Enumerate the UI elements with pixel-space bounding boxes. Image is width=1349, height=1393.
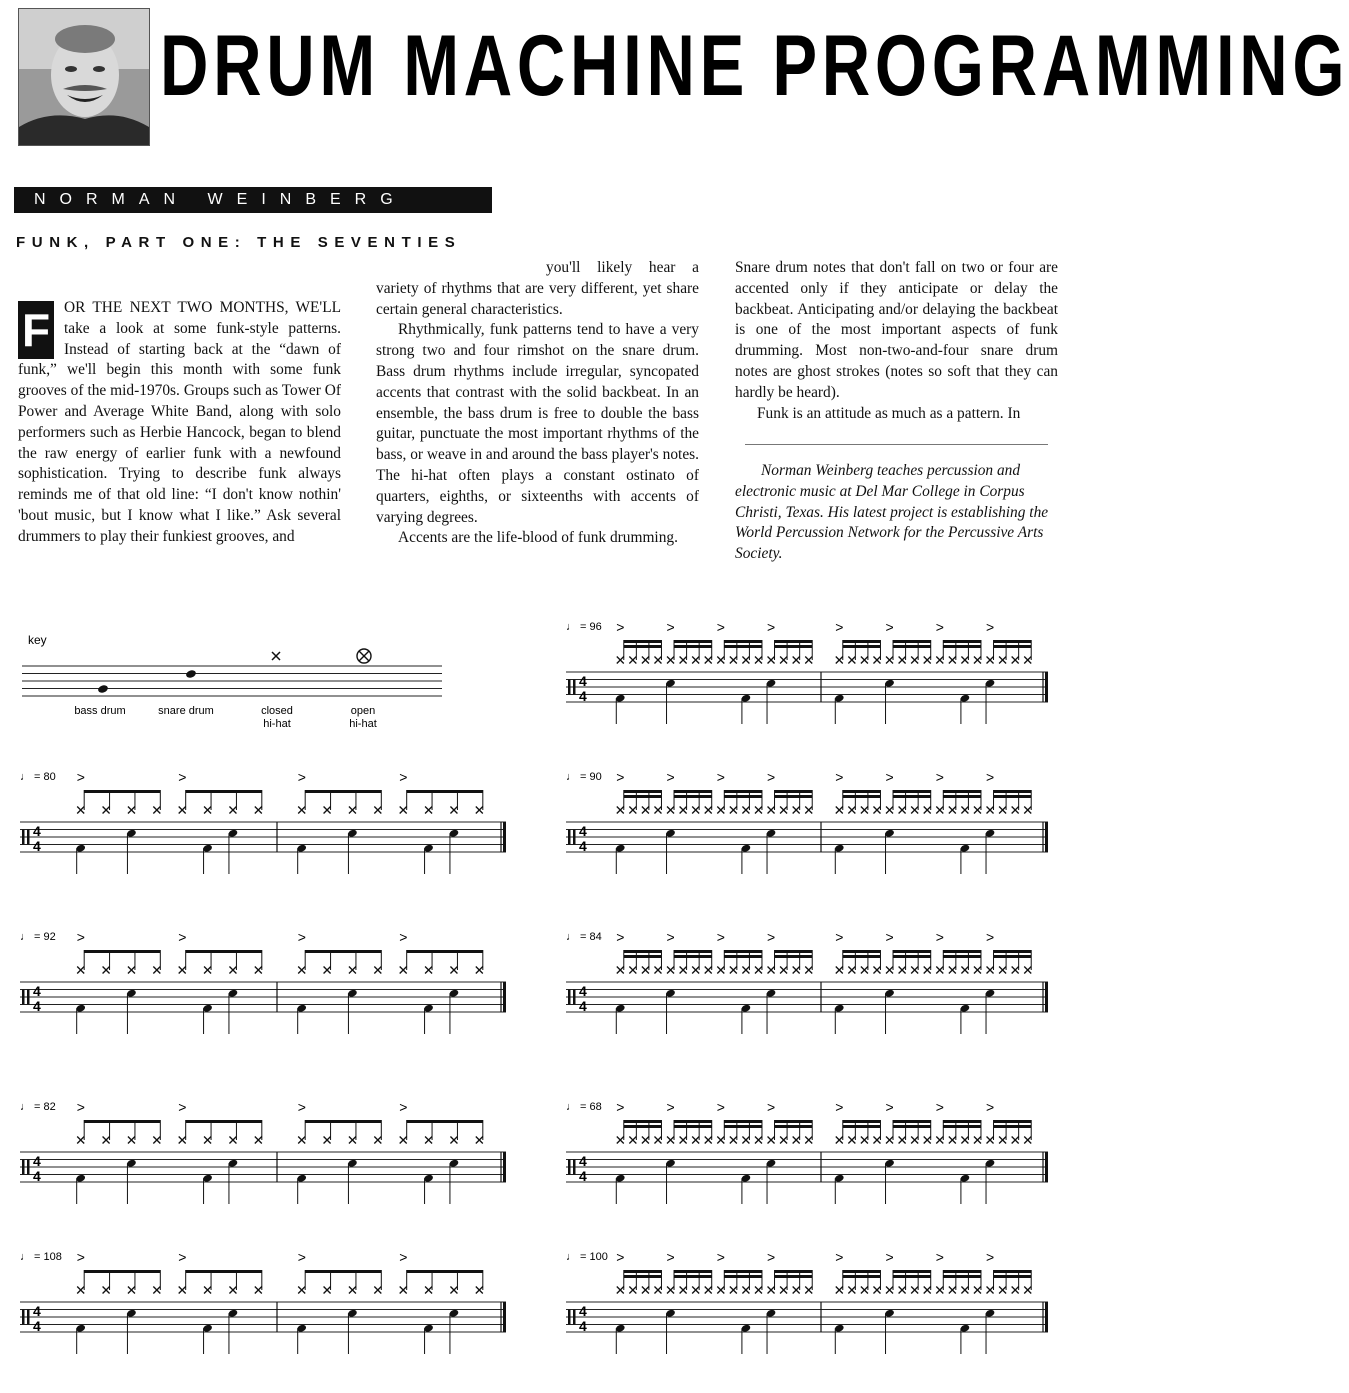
time-signature-bottom: 4 (33, 998, 41, 1014)
svg-text:>: > (885, 1249, 894, 1265)
svg-text:>: > (297, 769, 306, 785)
svg-text:>: > (297, 1249, 306, 1265)
svg-text:>: > (666, 929, 675, 945)
svg-text:>: > (885, 1099, 894, 1115)
time-signature-top: 4 (33, 983, 41, 999)
rhythm-example-4 (20, 929, 506, 1034)
column-2 (376, 258, 699, 549)
svg-text:>: > (835, 619, 844, 635)
article-subtitle: FUNK, PART ONE: THE SEVENTIES (16, 234, 462, 251)
svg-text:>: > (986, 1099, 995, 1115)
paragraph-rhythmically: Rhythmically, funk patterns tend to have a very strong two and four rimshot on the snare drum. Bass drum rhythms include irregular, syncopated accents that contrast with the solid backbeat. In an ensemble, the bass drum is free to double the bass guitar, punctuate the most important rhythms of the bass, or weave in and around the bass player's notes. The hi-hat often plays a constant ostinato of quarters, eighths, or sixteenths with accents of varying degrees. (376, 321, 699, 526)
time-signature-top: 4 (579, 1303, 587, 1319)
svg-text:>: > (76, 929, 85, 945)
key-snare-drum: snare drum (158, 705, 214, 717)
key-bass-drum: bass drum (74, 705, 126, 717)
paragraph-snare: Snare drum notes that don't fall on two or four are accented only if they anticipate or delay the backbeat. Anticipating and/or delaying the backbeat is one of the most important aspects of funk drumming. Most non-two-and-four snare drum notes are ghost strokes (notes so soft that they can hardly be heard). (735, 259, 1058, 401)
svg-text:>: > (616, 769, 625, 785)
tempo-marking: ♩ = 100 (566, 1251, 608, 1263)
svg-text:>: > (716, 619, 725, 635)
time-signature-top: 4 (579, 823, 587, 839)
key-closed-hihat-note (272, 652, 280, 660)
bio-divider (745, 444, 1048, 445)
svg-text:>: > (399, 1099, 408, 1115)
time-signature-bottom: 4 (33, 838, 41, 854)
svg-text:>: > (935, 1249, 944, 1265)
svg-text:>: > (616, 1249, 625, 1265)
rhythm-example-7 (566, 1099, 1048, 1204)
svg-text:>: > (935, 619, 944, 635)
svg-text:>: > (616, 1099, 625, 1115)
tempo-marking: ♩ = 68 (566, 1101, 602, 1113)
svg-text:>: > (716, 1249, 725, 1265)
rhythm-example-8 (20, 1249, 506, 1354)
notation-area (0, 600, 1069, 1393)
time-signature-top: 4 (33, 1303, 41, 1319)
time-signature-bottom: 4 (33, 1168, 41, 1184)
svg-text:>: > (767, 769, 776, 785)
svg-text:>: > (297, 1099, 306, 1115)
time-signature-bottom: 4 (579, 1168, 587, 1184)
svg-text:>: > (178, 769, 187, 785)
svg-text:>: > (835, 1249, 844, 1265)
svg-text:>: > (716, 1099, 725, 1115)
rhythm-example-2 (20, 769, 506, 874)
svg-text:>: > (399, 1249, 408, 1265)
tempo-marking: ♩ = 82 (20, 1101, 56, 1113)
svg-text:>: > (716, 769, 725, 785)
paragraph-rhythms: you'll likely hear a variety of rhythms that are very different, yet share certain general characteristics. (376, 259, 699, 318)
tempo-marking: ♩ = 96 (566, 621, 602, 633)
svg-text:>: > (616, 619, 625, 635)
svg-text:>: > (767, 929, 776, 945)
rhythm-example-3 (566, 769, 1048, 874)
svg-text:>: > (399, 769, 408, 785)
svg-text:>: > (666, 769, 675, 785)
key-closed-hihat-line2: hi-hat (263, 718, 291, 730)
time-signature-top: 4 (579, 673, 587, 689)
svg-text:>: > (885, 929, 894, 945)
svg-text:>: > (716, 929, 725, 945)
paragraph-attitude: Funk is an attitude as much as a pattern. In (757, 404, 1021, 422)
bio-text: Norman Weinberg teaches percussion and electronic music at Del Mar College in Corpus Christi, Texas. His latest project is establishing the World Percussion Network for the Percussive Arts Society. (735, 462, 1049, 563)
intro-text: OR THE NEXT TWO MONTHS, WE'LL take a look at some funk-style patterns. Instead of starting back at the “dawn of funk,” we'll begin this month with some funk grooves of the mid-1970s. Groups such as Tower Of Power and Average White Band, along with solo performers such as Herbie Hancock, began to blend the raw energy of earlier funk with a newfound sophistication. Trying to describe funk always reminds me of that old line: “I don't know nothin' 'bout music, but I know what I like.” Ask several drummers to play their funkiest grooves, and (18, 299, 341, 545)
author-portrait-graphic (19, 9, 149, 145)
author-byline: NORMAN WEINBERG (14, 187, 492, 213)
key-snare-note (185, 669, 197, 679)
time-signature-bottom: 4 (33, 1318, 41, 1334)
svg-text:>: > (986, 619, 995, 635)
tempo-marking: ♩ = 84 (566, 931, 602, 943)
key-open-hihat-line1: open (350, 705, 376, 717)
key-closed-hihat-line1: closed (261, 705, 293, 717)
tempo-marking: ♩ = 90 (566, 771, 602, 783)
svg-text:>: > (835, 769, 844, 785)
paragraph-intro (18, 298, 341, 548)
svg-text:>: > (178, 1099, 187, 1115)
svg-text:>: > (178, 929, 187, 945)
svg-text:>: > (76, 1099, 85, 1115)
time-signature-top: 4 (579, 1153, 587, 1169)
svg-text:>: > (767, 1249, 776, 1265)
column-1 (18, 298, 341, 548)
svg-text:>: > (935, 1099, 944, 1115)
drop-cap: F (18, 301, 54, 359)
time-signature-bottom: 4 (579, 688, 587, 704)
time-signature-bottom: 4 (579, 998, 587, 1014)
svg-text:>: > (76, 1249, 85, 1265)
svg-text:>: > (986, 1249, 995, 1265)
svg-text:>: > (835, 1099, 844, 1115)
svg-text:>: > (767, 1099, 776, 1115)
rhythm-example-9 (566, 1249, 1048, 1354)
svg-text:>: > (76, 769, 85, 785)
svg-text:>: > (178, 1249, 187, 1265)
time-signature-bottom: 4 (579, 838, 587, 854)
svg-text:>: > (616, 929, 625, 945)
author-photo (18, 8, 150, 146)
key-open-hihat-line2: hi-hat (349, 718, 377, 730)
svg-text:>: > (835, 929, 844, 945)
key-label: key (28, 633, 47, 647)
svg-text:>: > (767, 619, 776, 635)
time-signature-top: 4 (33, 823, 41, 839)
rhythm-example-5 (566, 929, 1048, 1034)
time-signature-top: 4 (33, 1153, 41, 1169)
svg-text:>: > (297, 929, 306, 945)
key-open-hihat-note (357, 649, 371, 663)
time-signature-bottom: 4 (579, 1318, 587, 1334)
svg-text:>: > (986, 929, 995, 945)
rhythm-example-6 (20, 1099, 506, 1204)
svg-text:>: > (885, 619, 894, 635)
examples-group (20, 619, 1048, 1354)
svg-text:>: > (935, 929, 944, 945)
time-signature-top: 4 (579, 983, 587, 999)
svg-text:>: > (666, 1099, 675, 1115)
svg-text:>: > (986, 769, 995, 785)
tempo-marking: ♩ = 80 (20, 771, 56, 783)
tempo-marking: ♩ = 92 (20, 931, 56, 943)
svg-text:>: > (666, 1249, 675, 1265)
svg-text:>: > (399, 929, 408, 945)
paragraph-accents: Accents are the life-blood of funk drumming. (398, 529, 678, 547)
rhythm-example-1 (566, 619, 1048, 724)
key-bass-note (97, 684, 109, 694)
author-bio (735, 461, 1058, 565)
key-diagram (22, 633, 442, 730)
svg-text:>: > (885, 769, 894, 785)
article-title: DRUM MACHINE PROGRAMMING (160, 18, 1349, 114)
tempo-marking: ♩ = 108 (20, 1251, 62, 1263)
svg-text:>: > (935, 769, 944, 785)
svg-text:>: > (666, 619, 675, 635)
column-3 (735, 258, 1058, 424)
